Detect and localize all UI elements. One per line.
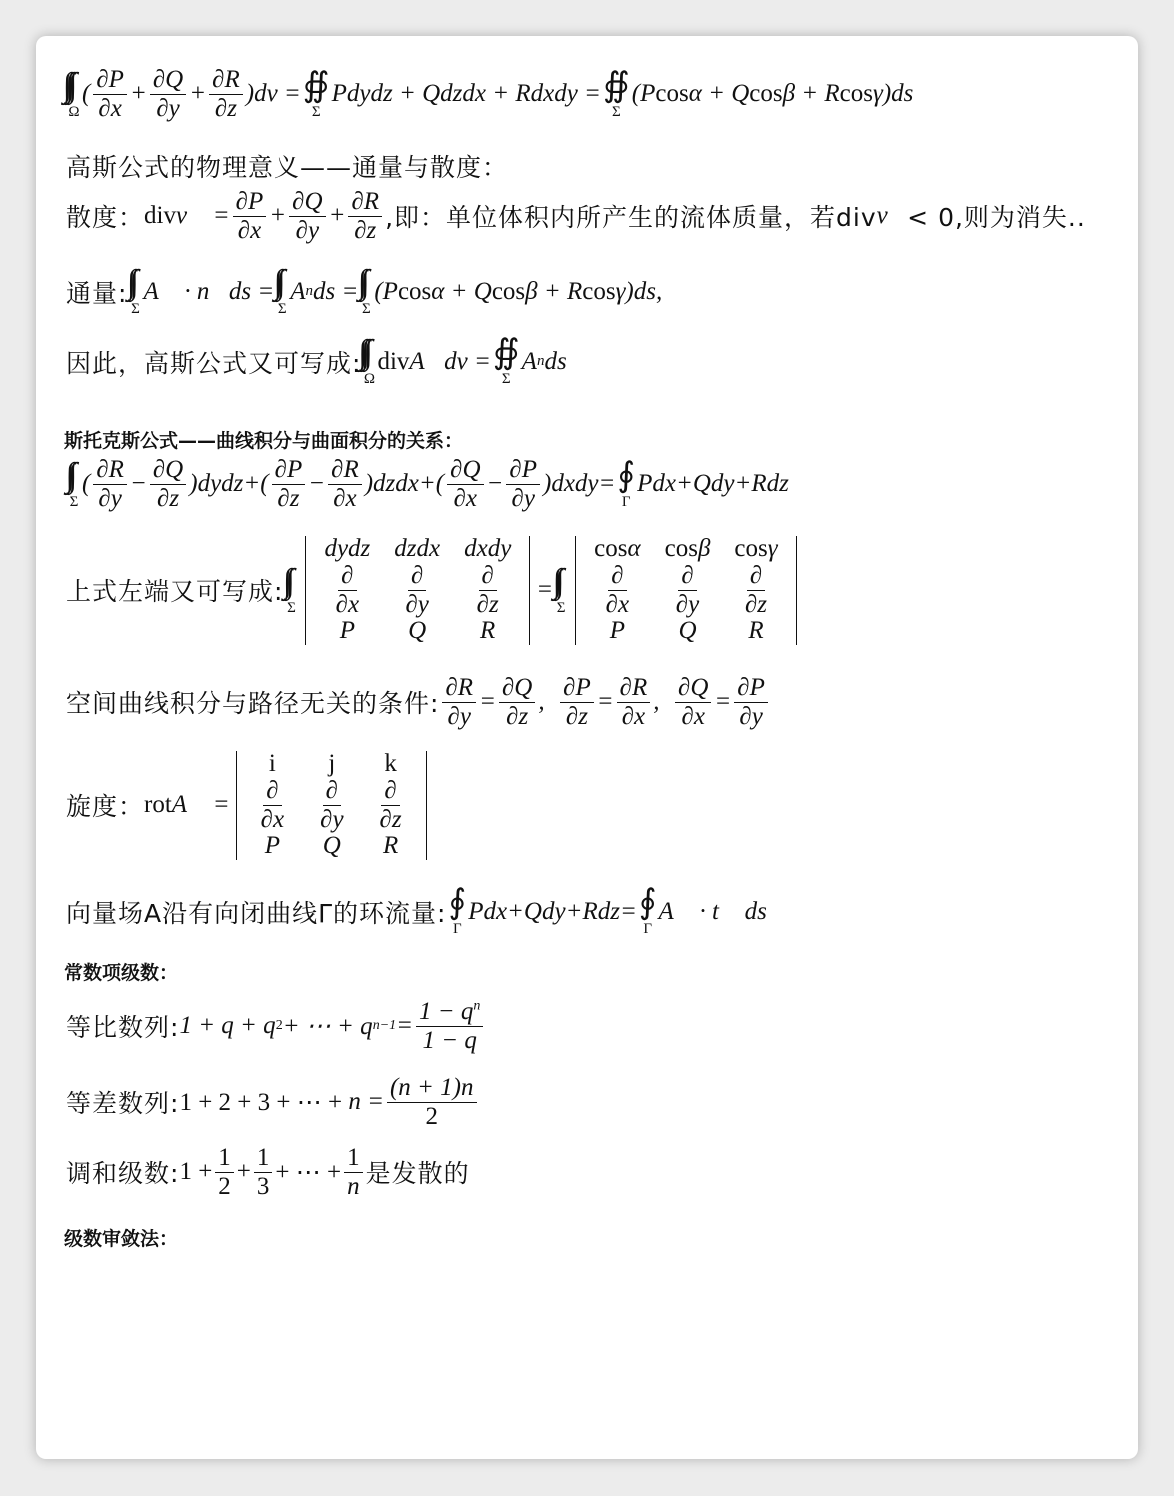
curl-label: 旋度： (66, 792, 145, 822)
circulation-text: 向量场A沿有向闭曲线Γ的环流量: (66, 898, 447, 928)
arithmetic-label: 等差数列: (66, 1089, 180, 1118)
gauss-alt-form: 因此，高斯公式又可写成: Ω div A⃗dv = ∯ Σ A n ds (66, 334, 567, 387)
curl-determinant: i j k $\frac{\partial}{\partial x}$ $\frac{\partial}{\partial y}$ $\frac{\partial}{\partial z}$ P Q R (236, 751, 427, 860)
divergence-tail: < 0,则为消失.. (907, 203, 1086, 232)
circulation-line: 向量场A沿有向闭曲线Γ的环流量: ∮ Γ Pdx+Qdy+Rdz= ∮ Γ A⃗ · t⃗ ds (66, 884, 767, 937)
divergence-line: 散度： div v⃗ = $\frac{\partial P}{\partial x}$ + $\frac{\partial Q}{\partial y}$ + $\frac{\partial R}{\partial z}$ ,即：单位体积内所产生的流体质量，若div v⃗ < 0,则为消失.. (66, 188, 1086, 244)
flux-line: 通量: Σ A⃗ · n⃗ds = Σ A n ds = Σ (P cos α + Q cos β + R cos γ)ds, (66, 266, 662, 317)
path-independent-line: 空间曲线积分与路径无关的条件: $\frac{\partial R}{\partial y}$ = $\frac{\partial Q}{\partial z}$ , $\frac{\partial P}{\partial z}$ = $\frac{\partial R}{\partial x}$ , $\frac{\partial Q}{\partial x}$ = $\frac{\partial P}{\partial y}$ (66, 674, 771, 730)
geometric-label: 等比数列: (66, 1013, 180, 1042)
harmonic-label: 调和级数: (66, 1159, 180, 1188)
divergence-label: 散度： (66, 203, 145, 232)
harmonic-series-line: 调和级数: 1 + $\frac{1}{2}$ + $\frac{1}{3}$ + ⋯ + $\frac{1}{n}$ 是发散的 (66, 1144, 470, 1200)
stokes-determinant-line: 上式左端又可写成: Σ dydz dzdx dxdy $\frac{\partial}{\partial x}$ $\frac{\partial}{\partial y}$ $\frac{\partial}{\partial z}$ P Q R = Σ cosα cosβ cosγ $\frac{\partial}{\partial x}$ $\frac{\partial}{\partial y}$ $\frac{\partial}{\partial z}$ P Q R (66, 536, 803, 645)
divergence-text: ,即：单位体积内所产生的流体质量，若div (385, 203, 877, 232)
determinant-left: dydz dzdx dxdy $\frac{\partial}{\partial x}$ $\frac{\partial}{\partial y}$ $\frac{\partial}{\partial z}$ P Q R (305, 536, 530, 645)
series-tests-heading: 级数审敛法： (64, 1228, 179, 1250)
hence-text: 因此，高斯公式又可写成: (66, 348, 362, 378)
curl-line: 旋度： rot A⃗ = i j k $\frac{\partial}{\partial x}$ $\frac{\partial}{\partial y}$ $\frac{\partial}{\partial z}$ P Q R (66, 751, 433, 860)
flux-label: 通量: (66, 278, 128, 308)
path-independent-text: 空间曲线积分与路径无关的条件: (66, 689, 440, 718)
determinant-right: cosα cosβ cosγ $\frac{\partial}{\partial x}$ $\frac{\partial}{\partial y}$ $\frac{\partial}{\partial z}$ P Q R (575, 536, 796, 645)
harmonic-tail: 是发散的 (365, 1159, 470, 1188)
left-end-text: 上式左端又可写成: (66, 577, 284, 607)
gauss-formula: Ω ( $\frac{\partial P}{\partial x}$ + $\frac{\partial Q}{\partial y}$ + $\frac{\partial R}{\partial z}$ )dv = ∯ Σ Pdydz + Qdzdx + Rdxdy = ∯ Σ (P cos α + Q cos β + R cos γ)ds (68, 66, 914, 122)
document-page (36, 36, 1138, 1459)
series-heading: 常数项级数： (64, 962, 179, 984)
gauss-physical-meaning: 高斯公式的物理意义——通量与散度： (66, 153, 509, 182)
stokes-heading: 斯托克斯公式——曲线积分与曲面积分的关系： (64, 430, 464, 452)
stokes-formula: Σ ( $\frac{\partial R}{\partial y}$ − $\frac{\partial Q}{\partial z}$ )dydz+( $\frac{\partial P}{\partial z}$ − $\frac{\partial R}{\partial x}$ )dzdx+( $\frac{\partial Q}{\partial x}$ − $\frac{\partial P}{\partial y}$ )dxdy= ∮ Γ Pdx+Qdy+Rdz (69, 456, 789, 512)
arithmetic-series-line: 等差数列: 1 + 2 + 3 + ⋯ + n = $\frac{(n + 1)n}{2}$ (66, 1074, 480, 1130)
geometric-series-line: 等比数列: 1 + q + q 2 + ⋯ + q n−1 = $\frac{1 - q^n}{1 - q}$ (66, 998, 486, 1054)
